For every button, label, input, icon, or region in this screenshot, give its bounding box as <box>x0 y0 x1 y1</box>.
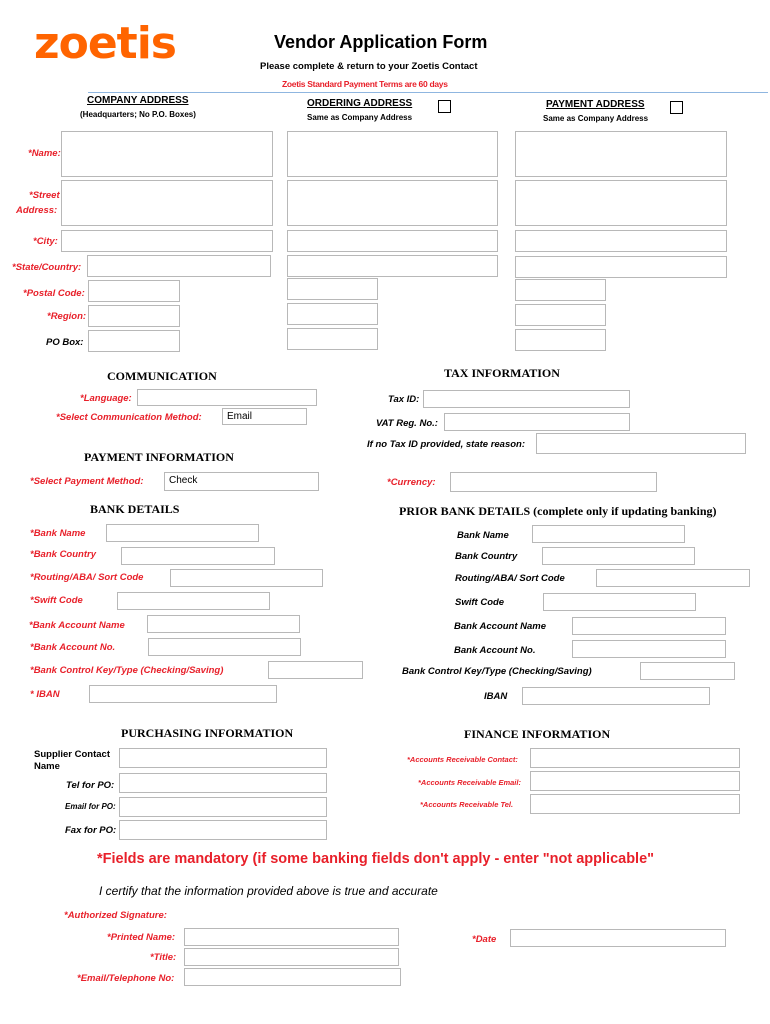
city-label: *City: <box>33 236 58 247</box>
ar-email-field[interactable] <box>530 771 740 791</box>
vat-label: VAT Reg. No.: <box>376 418 438 429</box>
routing-field[interactable] <box>170 569 323 587</box>
ordering-address-sub: Same as Company Address <box>307 113 413 122</box>
prior-iban-label: IBAN <box>484 691 508 702</box>
payment-same-checkbox[interactable] <box>670 101 683 114</box>
prior-routing-label: Routing/ABA/ Sort Code <box>455 573 565 584</box>
street-label-2: Address: <box>16 205 58 216</box>
region-label: *Region: <box>47 311 87 322</box>
finance-title: FINANCE INFORMATION <box>464 727 611 741</box>
payment-method-select[interactable]: Check <box>164 472 319 491</box>
bank-name-label: *Bank Name <box>30 528 86 539</box>
ar-tel-label: *Accounts Receivable Tel. <box>420 800 514 809</box>
ar-contact-field[interactable] <box>530 748 740 768</box>
iban-label: * IBAN <box>30 689 60 700</box>
account-no-label: *Bank Account No. <box>30 642 116 653</box>
printed-name-label: *Printed Name: <box>107 932 176 943</box>
supplier-contact-label: Supplier Contact <box>34 749 111 760</box>
ordering-same-checkbox[interactable] <box>438 100 451 113</box>
payment-address-title: PAYMENT ADDRESS <box>546 99 645 110</box>
tax-title: TAX INFORMATION <box>444 366 560 380</box>
communication-title: COMMUNICATION <box>107 369 217 383</box>
form-subtitle: Please complete & return to your Zoetis Contact <box>260 61 478 72</box>
ar-contact-label: *Accounts Receivable Contact: <box>407 755 518 764</box>
language-field[interactable] <box>137 389 317 406</box>
ar-tel-field[interactable] <box>530 794 740 814</box>
street-label: *Street <box>29 190 60 201</box>
prior-swift-field[interactable] <box>543 593 696 611</box>
iban-field[interactable] <box>89 685 277 703</box>
supplier-contact-label-2: Name <box>34 761 60 772</box>
account-name-field[interactable] <box>147 615 300 633</box>
bank-country-label: *Bank Country <box>30 549 96 560</box>
ordering-city-field[interactable] <box>287 230 498 252</box>
prior-bank-name-field[interactable] <box>532 525 685 543</box>
comm-method-label: *Select Communication Method: <box>56 412 202 423</box>
payment-name-field[interactable] <box>515 131 727 177</box>
prior-bank-name-label: Bank Name <box>457 530 509 541</box>
comm-method-select[interactable]: Email <box>222 408 307 425</box>
date-field[interactable] <box>510 929 726 947</box>
tel-po-label: Tel for PO: <box>66 780 115 791</box>
prior-bank-title: PRIOR BANK DETAILS (complete only if updating banking) <box>399 504 717 518</box>
prior-bank-country-field[interactable] <box>542 547 695 565</box>
prior-swift-label: Swift Code <box>455 597 505 608</box>
payment-region-field[interactable] <box>515 304 606 326</box>
control-key-field[interactable] <box>268 661 363 679</box>
bank-name-field[interactable] <box>106 524 259 542</box>
printed-name-field[interactable] <box>184 928 399 946</box>
payment-postal-field[interactable] <box>515 279 606 301</box>
prior-bank-country-label: Bank Country <box>455 551 518 562</box>
payment-city-field[interactable] <box>515 230 727 252</box>
account-name-label: *Bank Account Name <box>29 620 125 631</box>
currency-label: *Currency: <box>387 477 436 488</box>
taxid-label: Tax ID: <box>388 394 420 405</box>
state-label: *State/Country: <box>12 262 82 273</box>
prior-control-key-label: Bank Control Key/Type (Checking/Saving) <box>402 666 592 677</box>
email-telephone-field[interactable] <box>184 968 401 986</box>
company-postal-field[interactable] <box>88 280 180 302</box>
ordering-state-field[interactable] <box>287 255 498 277</box>
authorized-signature-label: *Authorized Signature: <box>64 910 167 921</box>
prior-routing-field[interactable] <box>596 569 750 587</box>
pobox-label: PO Box: <box>46 337 84 348</box>
prior-iban-field[interactable] <box>522 687 710 705</box>
ordering-postal-field[interactable] <box>287 278 378 300</box>
form-title: Vendor Application Form <box>274 32 488 52</box>
ordering-street-field[interactable] <box>287 180 498 226</box>
title-field[interactable] <box>184 948 399 966</box>
ordering-pobox-field[interactable] <box>287 328 378 350</box>
vat-field[interactable] <box>444 413 630 431</box>
supplier-contact-field[interactable] <box>119 748 327 768</box>
prior-control-key-field[interactable] <box>640 662 735 680</box>
company-pobox-field[interactable] <box>88 330 180 352</box>
company-region-field[interactable] <box>88 305 180 327</box>
payment-street-field[interactable] <box>515 180 727 226</box>
email-telephone-label: *Email/Telephone No: <box>77 973 175 984</box>
title-label: *Title: <box>150 952 177 963</box>
routing-label: *Routing/ABA/ Sort Code <box>30 572 144 583</box>
prior-account-name-label: Bank Account Name <box>454 621 547 632</box>
tax-reason-label: If no Tax ID provided, state reason: <box>367 439 526 450</box>
bank-country-field[interactable] <box>121 547 275 565</box>
currency-field[interactable] <box>450 472 657 492</box>
control-key-label: *Bank Control Key/Type (Checking/Saving) <box>30 665 224 676</box>
ordering-region-field[interactable] <box>287 303 378 325</box>
company-state-field[interactable] <box>87 255 271 277</box>
certify-statement: I certify that the information provided above is true and accurate <box>99 884 438 898</box>
swift-field[interactable] <box>117 592 270 610</box>
email-po-field[interactable] <box>119 797 327 817</box>
prior-account-no-field[interactable] <box>572 640 726 658</box>
account-no-field[interactable] <box>148 638 301 656</box>
mandatory-note: *Fields are mandatory (if some banking fields don't apply - enter "not applicable" <box>97 851 655 867</box>
company-address-sub: (Headquarters; No P.O. Boxes) <box>80 110 196 119</box>
swift-label: *Swift Code <box>30 595 83 606</box>
payment-method-label: *Select Payment Method: <box>30 476 144 487</box>
tel-po-field[interactable] <box>119 773 327 793</box>
prior-account-name-field[interactable] <box>572 617 726 635</box>
company-address-title: COMPANY ADDRESS <box>87 95 189 106</box>
prior-account-no-label: Bank Account No. <box>454 645 536 656</box>
fax-po-label: Fax for PO: <box>65 825 117 836</box>
payment-terms: Zoetis Standard Payment Terms are 60 days <box>282 79 448 89</box>
payment-pobox-field[interactable] <box>515 329 606 351</box>
name-label: *Name: <box>28 148 61 159</box>
company-city-field[interactable] <box>61 230 273 252</box>
ordering-address-title: ORDERING ADDRESS <box>307 98 413 109</box>
date-label: *Date <box>472 934 497 945</box>
payment-state-field[interactable] <box>515 256 727 278</box>
ordering-name-field[interactable] <box>287 131 498 177</box>
email-po-label: Email for PO: <box>65 802 116 811</box>
payment-address-sub: Same as Company Address <box>543 114 649 123</box>
purchasing-title: PURCHASING INFORMATION <box>121 726 294 740</box>
company-street-field[interactable] <box>61 180 273 226</box>
zoetis-logo: zoetis <box>34 18 176 69</box>
bank-details-title: BANK DETAILS <box>90 502 180 516</box>
ar-email-label: *Accounts Receivable Email: <box>418 778 521 787</box>
tax-reason-field[interactable] <box>536 433 746 454</box>
language-label: *Language: <box>80 393 132 404</box>
postal-label: *Postal Code: <box>23 288 85 299</box>
header-divider <box>88 92 768 93</box>
taxid-field[interactable] <box>423 390 630 408</box>
fax-po-field[interactable] <box>119 820 327 840</box>
company-name-field[interactable] <box>61 131 273 177</box>
payment-info-title: PAYMENT INFORMATION <box>84 450 234 464</box>
